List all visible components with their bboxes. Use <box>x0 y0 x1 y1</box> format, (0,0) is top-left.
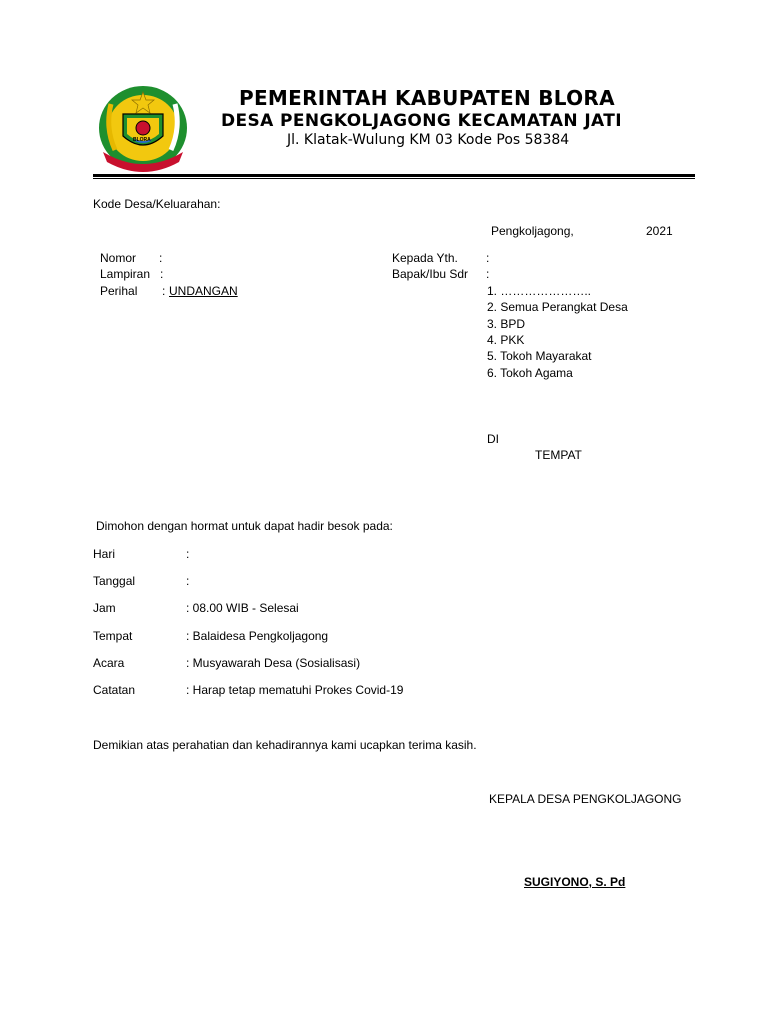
letterhead-title: PEMERINTAH KABUPATEN BLORA <box>239 86 615 110</box>
signatory-name: SUGIYONO, S. Pd <box>524 875 626 889</box>
nomor-label: Nomor <box>100 251 137 265</box>
recipient-list-item: 6. Tokoh Agama <box>487 366 573 380</box>
nomor-colon: : <box>159 251 163 265</box>
detail-label-jam: Jam <box>93 601 116 615</box>
letter-place: Pengkoljagong, <box>491 224 574 238</box>
detail-label-tempat: Tempat <box>93 629 133 643</box>
recipient-list-item: 1. ………………….. <box>487 284 592 298</box>
bapak-label: Bapak/Ibu Sdr <box>392 267 469 281</box>
emblem-label: BLORA <box>133 137 151 143</box>
detail-value-acara: : Musyawarah Desa (Sosialisasi) <box>186 656 361 670</box>
tempat-label: TEMPAT <box>535 448 582 462</box>
detail-label-tanggal: Tanggal <box>93 574 136 588</box>
detail-value-hari: : <box>186 547 190 561</box>
detail-label-hari: Hari <box>93 547 116 561</box>
recipient-list-item: 2. Semua Perangkat Desa <box>487 300 628 314</box>
invitation-intro: Dimohon dengan hormat untuk dapat hadir besok pada: <box>96 519 393 533</box>
recipient-list-item: 3. BPD <box>487 317 526 331</box>
detail-value-tempat: : Balaidesa Pengkoljagong <box>186 629 329 643</box>
signatory-title: KEPALA DESA PENGKOLJAGONG <box>489 792 682 806</box>
recipient-list-item: 5. Tokoh Mayarakat <box>487 349 592 363</box>
letterhead-rule-thin <box>93 178 695 179</box>
detail-value-jam: : 08.00 WIB - Selesai <box>186 601 299 615</box>
letterhead-address: Jl. Klatak-Wulung KM 03 Kode Pos 58384 <box>287 132 570 148</box>
village-code-label: Kode Desa/Keluarahan: <box>93 197 221 211</box>
letterhead-subtitle: DESA PENGKOLJAGONG KECAMATAN JATI <box>221 111 623 131</box>
kepada-colon: : <box>486 251 490 265</box>
lampiran-label: Lampiran <box>100 267 151 281</box>
lampiran-colon: : <box>160 267 164 281</box>
kepada-label: Kepada Yth. <box>392 251 458 265</box>
detail-label-catatan: Catatan <box>93 683 136 697</box>
letterhead-rule-thick <box>93 174 695 177</box>
di-label: DI <box>487 432 499 446</box>
letter-year: 2021 <box>646 224 673 238</box>
blora-regency-emblem <box>97 84 189 174</box>
perihal-value: UNDANGAN <box>169 284 238 298</box>
detail-value-catatan: : Harap tetap mematuhi Prokes Covid-19 <box>186 683 404 697</box>
detail-label-acara: Acara <box>93 656 125 670</box>
detail-value-tanggal: : <box>186 574 190 588</box>
closing-sentence: Demikian atas perahatian dan kehadirannya kami ucapkan terima kasih. <box>93 738 477 752</box>
recipient-list-item: 4. PKK <box>487 333 525 347</box>
perihal-colon: : <box>162 284 166 298</box>
bapak-colon: : <box>486 267 490 281</box>
perihal-label: Perihal <box>100 284 138 298</box>
